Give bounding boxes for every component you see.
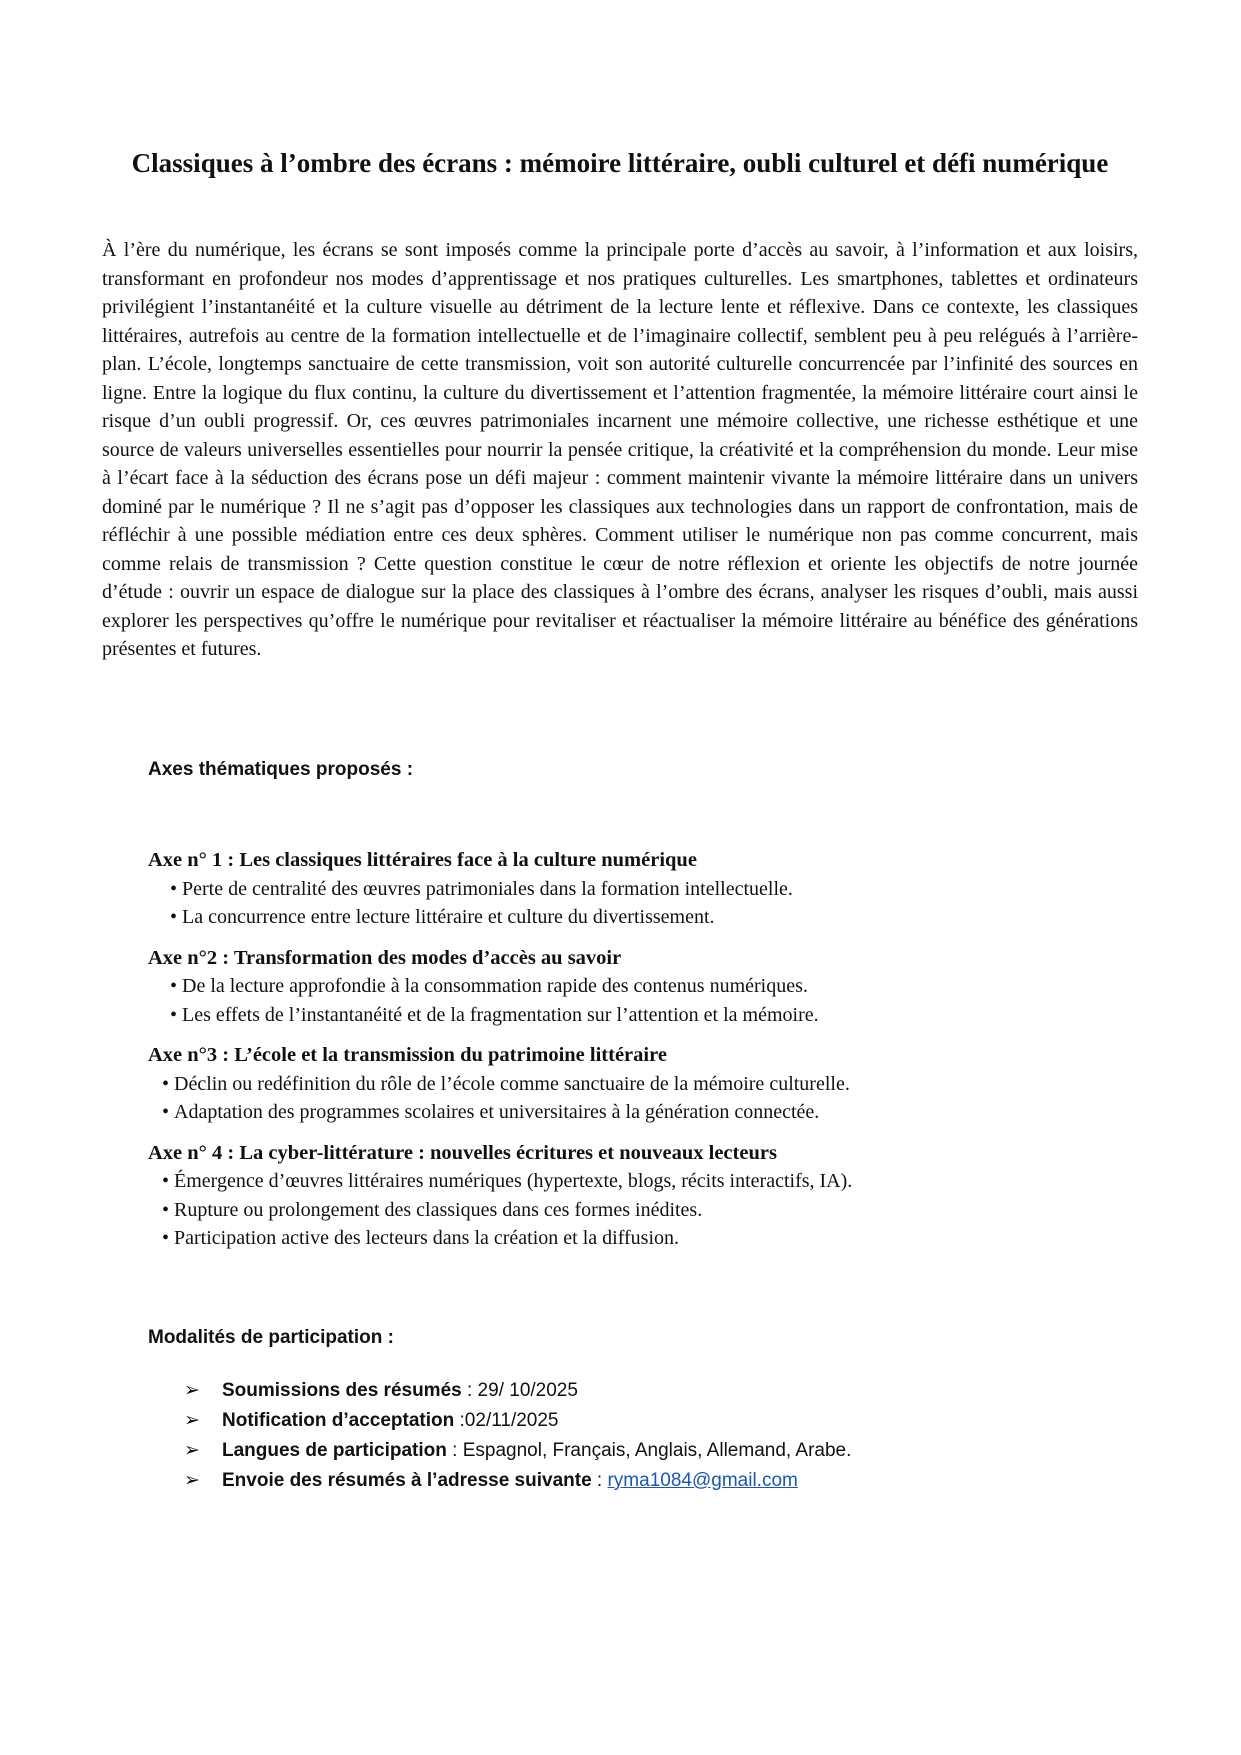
bullet-icon: • [162,1101,170,1123]
bullet-icon: • [170,906,178,928]
axis-item-text: Émergence d’œuvres littéraires numériques (hypertexte, blogs, récits interactifs, IA). [174,1170,853,1192]
modality-item [184,1376,1084,1406]
bullet-icon: • [170,877,178,900]
axis-item-text: De la lecture approfondie à la consommation rapide des contenus numériques. [182,975,808,997]
modalities-heading: Modalités de participation : [148,1327,394,1348]
modality-value: : 29/ 10/2025 [461,1380,578,1401]
arrow-bullet-icon: ➢ [184,1470,200,1491]
axis-item [148,1070,1148,1099]
axis-item [148,1001,1148,1030]
axes-heading: Axes thématiques proposés : [148,759,414,780]
axis-item [148,875,1148,904]
axis-item-text: Perte de centralité des œuvres patrimoniales dans la formation intellectuelle. [182,877,793,900]
axis-2 [148,944,1148,1030]
axis-3 [148,1041,1148,1127]
bullet-icon: • [162,1227,170,1249]
document-title: Classiques à l’ombre des écrans : mémoire littéraire, oubli culturel et défi numérique [131,148,1109,178]
axis-title: Axe n°2 : Transformation des modes d’accès au savoir [148,946,622,969]
axes-list [148,846,1148,1265]
axis-title: Axe n° 1 : Les classiques littéraires face à la culture numérique [148,849,697,871]
arrow-bullet-icon: ➢ [184,1380,200,1401]
axis-4 [148,1139,1148,1253]
axis-item-text: Les effets de l’instantanéité et de la fragmentation sur l’attention et la mémoire. [182,1003,819,1026]
axis-item-text: La concurrence entre lecture littéraire et culture du divertissement. [182,906,715,928]
axis-item [148,1196,1148,1225]
arrow-bullet-icon: ➢ [184,1440,200,1461]
modality-item [184,1406,1084,1436]
modality-label: Notification d’acceptation [222,1410,455,1431]
axis-item [148,1098,1148,1127]
axis-item [148,1167,1148,1196]
modalities-list [184,1376,1084,1496]
axis-item-text: Rupture ou prolongement des classiques dans ces formes inédites. [174,1198,703,1221]
arrow-bullet-icon: ➢ [184,1410,200,1431]
axis-item-text: Participation active des lecteurs dans la création et la diffusion. [174,1227,680,1249]
axis-item-text: Adaptation des programmes scolaires et universitaires à la génération connectée. [174,1101,820,1123]
bullet-icon: • [170,975,178,997]
axis-item-text: Déclin ou redéfinition du rôle de l’école comme sanctuaire de la mémoire culturelle. [174,1072,850,1095]
modality-value: : [591,1470,608,1491]
modality-value: : Espagnol, Français, Anglais, Allemand, Arabe. [446,1440,852,1461]
modality-item [184,1436,1084,1466]
modality-label: Langues de participation [222,1440,447,1461]
modality-label: Soumissions des résumés [222,1380,462,1401]
axis-item [148,903,1148,932]
bullet-icon: • [162,1072,170,1095]
email-link[interactable]: ryma1084@gmail.com [607,1470,798,1491]
axis-1 [148,846,1148,932]
modality-item [184,1466,1084,1496]
axis-title: Axe n°3 : L’école et la transmission du patrimoine littéraire [148,1044,667,1066]
bullet-icon: • [162,1198,170,1221]
axis-item [148,972,1148,1001]
modality-value: :02/11/2025 [454,1410,559,1431]
axis-item [148,1224,1148,1253]
intro-paragraph: À l’ère du numérique, les écrans se sont imposés comme la principale porte d’accès au savoir, à l’information et aux loisirs, transformant en profondeur nos modes d’apprentissage et nos pratiques culturelles. Les smartphones, tablettes et ordinateurs privilégient l’instantanéité et la culture visuelle au détriment de la lecture lente et réflexive. Dans ce contexte, les classiques littéraires, autrefois au centre de la formation intellectuelle et de l’imaginaire collectif, semblent peu à peu relégués à l’arrière-plan. L’école, longtemps sanctuaire de cette transmission, voit son autorité culturelle concurrencée par l’infinité des sources en ligne. Entre la logique du flux continu, la culture du divertissement et l’attention fragmentée, la mémoire littéraire court ainsi le risque d’un oubli progressif. Or, ces œuvres patrimoniales incarnent une mémoire collective, une richesse esthétique et une source de valeurs universelles essentielles pour nourrir la pensée critique, la créativité et la compréhension du monde. Leur mise à l’écart face à la séduction des écrans pose un défi majeur : comment maintenir vivante la mémoire littéraire dans un univers dominé par le numérique ? Il ne s’agit pas d’opposer les classiques aux technologies dans un rapport de confrontation, mais de réfléchir à une possible médiation entre ces deux sphères. Comment utiliser le numérique non pas comme concurrent, mais comme relais de transmission ? Cette question constitue le cœur de notre réflexion et oriente les objectifs de notre journée d’étude : ouvrir un espace de dialogue sur la place des classiques à l’ombre des écrans, analyser les risques d’oubli, mais aussi explorer les perspectives qu’offre le numérique pour revitaliser et réactualiser la mémoire littéraire au bénéfice des générations présentes et futures. [102,239,1138,660]
bullet-icon: • [170,1003,178,1026]
modality-label: Envoie des résumés à l’adresse suivante [222,1470,592,1491]
axis-title: Axe n° 4 : La cyber-littérature : nouvelles écritures et nouveaux lecteurs [148,1141,777,1164]
bullet-icon: • [162,1170,170,1192]
